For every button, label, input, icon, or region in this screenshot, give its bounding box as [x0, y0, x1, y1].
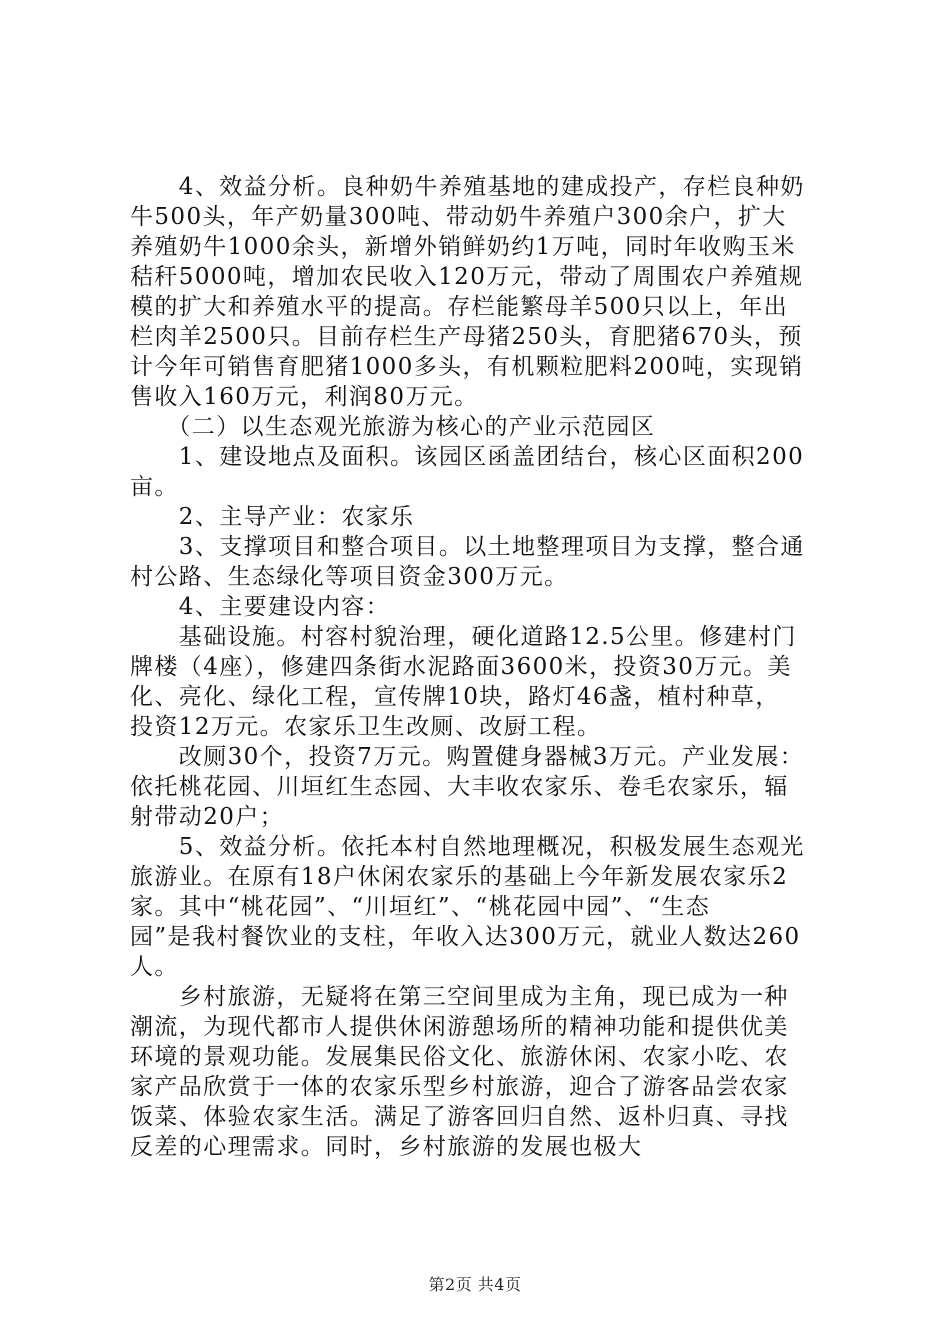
text-line: 3、支撑项目和整合项目。以土地整理项目为支撑，整合通 [130, 534, 805, 560]
text-line: 家。其中“桃花园”、“川垣红”、“桃花园中园”、“生态 [130, 894, 711, 920]
text-line: 投资12万元。农家乐卫生改厕、改厨工程。 [130, 714, 602, 740]
text-line: 旅游业。在原有18户休闲农家乐的基础上今年新发展农家乐2 [130, 864, 789, 890]
text-line: 环境的景观功能。发展集民俗文化、旅游休闲、农家小吃、农 [130, 1044, 789, 1070]
text-line: 秸秆5000吨，增加农民收入120万元，带动了周围农户养殖规 [130, 264, 804, 290]
text-line: 乡村旅游，无疑将在第三空间里成为主角，现已成为一种 [130, 984, 789, 1010]
text-line: 园”是我村餐饮业的支柱，年收入达300万元，就业人数达260 [130, 924, 801, 950]
text-line: 4、主要建设内容： [130, 594, 391, 620]
text-line: 家产品欣赏于一体的农家乐型乡村旅游，迎合了游客品尝农家 [130, 1074, 789, 1100]
text-line: 村公路、生态绿化等项目资金300万元。 [130, 564, 569, 590]
text-line: 射带动20户； [130, 804, 285, 830]
text-line: 模的扩大和养殖水平的提高。存栏能繁母羊500只以上，年出 [130, 294, 789, 320]
text-line: 2、主导产业：农家乐 [130, 504, 415, 530]
text-line: 牌楼（4座），修建四条街水泥路面3600米，投资30万元。美 [130, 654, 792, 680]
text-line: 售收入160万元，利润80万元。 [130, 384, 479, 410]
text-line: 人。 [130, 954, 179, 980]
text-line: 反差的心理需求。同时，乡村旅游的发展也极大 [130, 1134, 643, 1160]
text-line: 依托桃花园、川垣红生态园、大丰收农家乐、卷毛农家乐，辐 [130, 774, 789, 800]
text-line: 饭菜、体验农家生活。满足了游客回归自然、返朴归真、寻找 [130, 1104, 789, 1130]
text-line: 4、效益分析。良种奶牛养殖基地的建成投产，存栏良种奶 [130, 174, 805, 200]
text-line: 化、亮化、绿化工程，宣传牌10块，路灯46盏，植村种草， [130, 684, 780, 710]
text-line: 牛500头，年产奶量300吨、带动奶牛养殖户300余户，扩大 [130, 204, 787, 230]
text-line: 栏肉羊2500只。目前存栏生产母猪250头，育肥猪670头，预 [130, 324, 803, 350]
text-line: 改厕30个，投资7万元。购置健身器械3万元。产业发展： [130, 744, 805, 770]
page-number-footer: 第2页 共4页 [428, 1275, 522, 1294]
text-line: 1、建设地点及面积。该园区函盖团结台，核心区面积200 [130, 444, 805, 470]
text-line: 基础设施。村容村貌治理，硬化道路12.5公里。修建村门 [130, 624, 797, 650]
text-line: 亩。 [130, 474, 179, 500]
text-line: 潮流，为现代都市人提供休闲游憩场所的精神功能和提供优美 [130, 1014, 789, 1040]
text-line: 计今年可销售育肥猪1000多头，有机颗粒肥料200吨，实现销 [130, 354, 804, 380]
document-body [130, 172, 830, 1162]
section-heading: （二）以生态观光旅游为核心的产业示范园区 [130, 414, 656, 440]
text-line: 5、效益分析。依托本村自然地理概况，积极发展生态观光 [130, 834, 805, 860]
text-line: 养殖奶牛1000余头，新增外销鲜奶约1万吨，同时年收购玉米 [130, 234, 796, 260]
